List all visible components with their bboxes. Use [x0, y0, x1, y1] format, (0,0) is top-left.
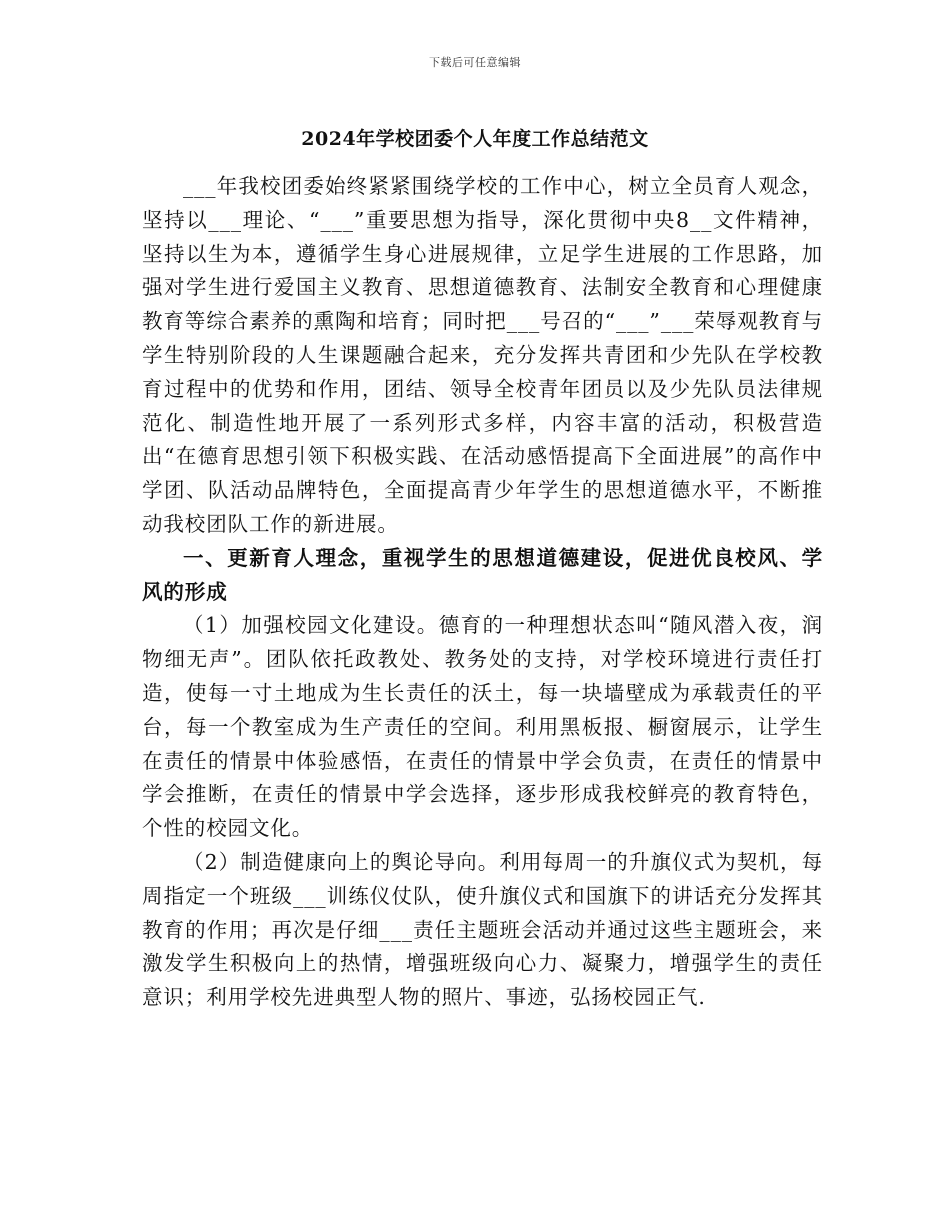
paragraph-campus-culture: （1）加强校园文化建设。德育的一种理想状态叫“随风潜入夜，润物细无声”。团队依托政教处、教务处的支持，对学校环境进行责任打造，使每一寸土地成为生长责任的沃土，每一块墙壁成为承载责任的平台，每一个教室成为生产责任的空间。利用黑板报、橱窗展示，让学生在责任的情景中体验感悟，在责任的情景中学会负责，在责任的情景中学会推断，在责任的情景中学会选择，逐步形成我校鲜亮的教育特色，个性的校园文化。: [142, 613, 823, 841]
intro-paragraph: ___年我校团委始终紧紧围绕学校的工作中心，树立全员育人观念，坚持以___理论、“___”重要思想为指导，深化贯彻中央8__文件精神，坚持以生为本，遵循学生身心进展规律，立足学生进展的工作思路，加强对学生进行爱国主义教育、思想道德教育、法制安全教育和心理健康教育等综合素养的熏陶和培育；同时把___号召的“___”___荣辱观教育与学生特别阶段的人生课题融合起来，充分发挥共青团和少先队在学校教育过程中的优势和作用，团结、领导全校青年团员以及少先队员法律规范化、制造性地开展了一系列形式多样，内容丰富的活动，积极营造出“在德育思想引领下积极实践、在活动感悟提高下全面进展”的高作中学团、队活动品牌特色，全面提高青少年学生的思想道德水平，不断推动我校团队工作的新进展。: [142, 174, 823, 536]
document-body: [142, 170, 823, 1015]
document-title: 2024年学校团委个人年度工作总结范文: [301, 128, 649, 150]
paragraph-public-opinion: （2）制造健康向上的舆论导向。利用每周一的升旗仪式为契机，每周指定一个班级___训练仪仗队，使升旗仪式和国旗下的讲话充分发挥其教育的作用；再次是仔细___责任主题班会活动并通过这些主题班会，来激发学生积极向上的热情，增强班级向心力、凝聚力，增强学生的责任意识；利用学校先进典型人物的照片、事迹，弘扬校园正气.: [142, 849, 823, 1010]
section-heading-1: 一、更新育人理念，重视学生的思想道德建设，促进优良校风、学风的形成: [142, 545, 823, 604]
header-note: 下载后可任意编辑: [429, 56, 521, 69]
